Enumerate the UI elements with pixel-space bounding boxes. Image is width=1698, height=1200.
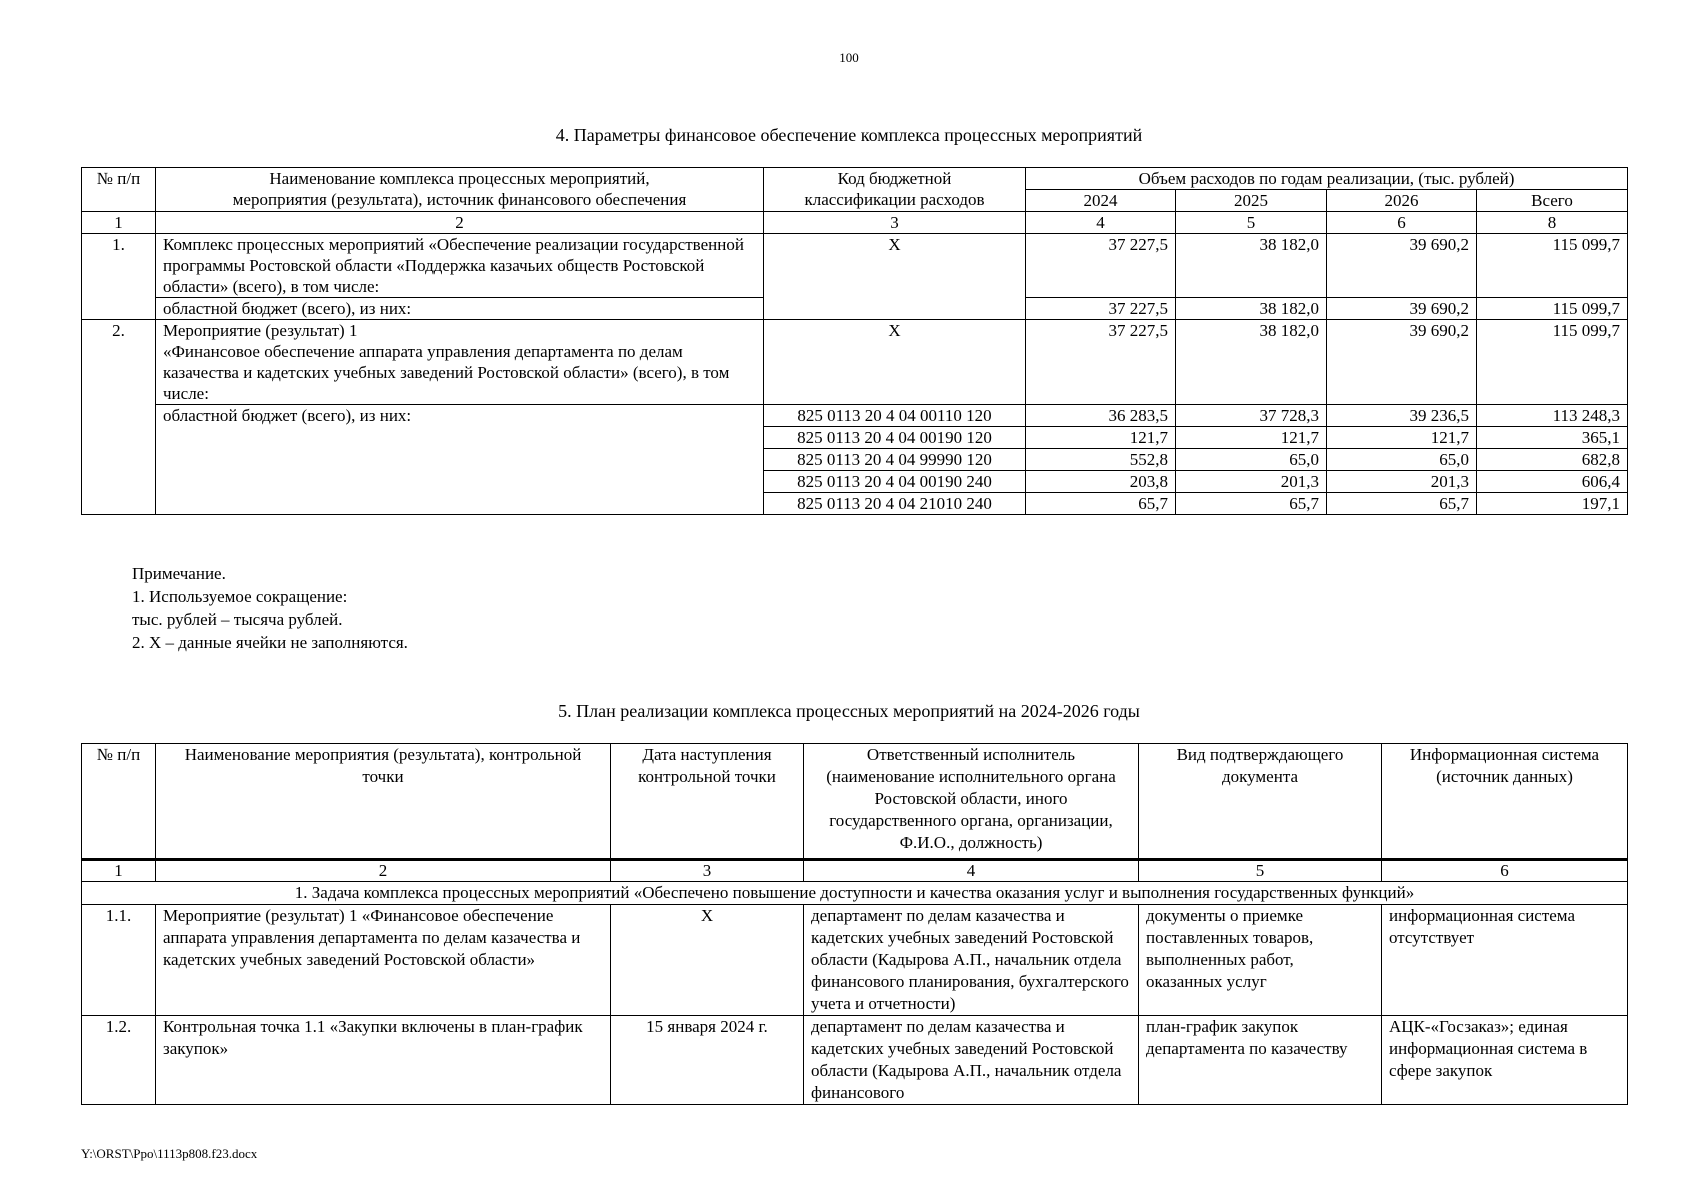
- table-row: [82, 405, 1628, 427]
- row-num: 1.2.: [82, 1016, 156, 1105]
- header-2025: 2025: [1176, 190, 1327, 212]
- footer-file-path: Y:\ORST\Ppo\1113p808.f23.docx: [81, 1146, 258, 1161]
- colnum: 2: [156, 860, 611, 882]
- notes-title: Примечание.: [132, 564, 226, 583]
- notes-line: 2. Х – данные ячейки не заполняются.: [132, 633, 408, 652]
- value-total: 606,4: [1477, 471, 1628, 493]
- value-total: 682,8: [1477, 449, 1628, 471]
- value-total: 113 248,3: [1477, 405, 1628, 427]
- row-responsible: департамент по делам казачества и кадетских учебных заведений Ростовской области (Кадырова А.П., начальник отдела финансового планирования, бухгалтерского учета и отчетности): [804, 905, 1139, 1016]
- finance-colnum-row: [82, 212, 1628, 234]
- value-2026: 39 690,2: [1327, 298, 1477, 320]
- value-2026: 39 690,2: [1327, 234, 1477, 298]
- row-document: план-график закупок департамента по казачеству: [1139, 1016, 1382, 1105]
- header-volume: Объем расходов по годам реализации, (тыс. рублей): [1026, 168, 1628, 190]
- budget-code: 825 0113 20 4 04 21010 240: [764, 493, 1026, 515]
- row-name-line1: Мероприятие (результат) 1: [163, 321, 358, 340]
- budget-code: 825 0113 20 4 04 00110 120: [764, 405, 1026, 427]
- table-row: [82, 905, 1628, 1016]
- budget-code: 825 0113 20 4 04 99990 120: [764, 449, 1026, 471]
- table-row: [82, 1016, 1628, 1105]
- page-number: 100: [839, 50, 859, 65]
- row-sub-name: областной бюджет (всего), из них:: [156, 298, 764, 320]
- value-2024: 552,8: [1026, 449, 1176, 471]
- value-2024: 36 283,5: [1026, 405, 1176, 427]
- header-code-line2: классификации расходов: [804, 190, 985, 209]
- plan-colnum-row: [82, 860, 1628, 882]
- header-document: Вид подтверждающего документа: [1139, 744, 1382, 860]
- value-total: 115 099,7: [1477, 320, 1628, 405]
- header-name-line2: мероприятия (результата), источник финансового обеспечения: [232, 190, 687, 209]
- row-code: Х: [764, 234, 1026, 320]
- task-row: [82, 882, 1628, 905]
- finance-header-row: [82, 168, 1628, 190]
- colnum: 1: [82, 212, 156, 234]
- value-2025: 38 182,0: [1176, 320, 1327, 405]
- value-2026: 65,7: [1327, 493, 1477, 515]
- value-2024: 121,7: [1026, 427, 1176, 449]
- notes-line: 1. Используемое сокращение:: [132, 587, 348, 606]
- row-name: Комплекс процессных мероприятий «Обеспечение реализации государственной программы Ростовской области «Поддержка казачьих обществ Ростовской области» (всего), в том числе:: [156, 234, 764, 298]
- value-2026: 65,0: [1327, 449, 1477, 471]
- value-2024: 37 227,5: [1026, 320, 1176, 405]
- budget-code: 825 0113 20 4 04 00190 240: [764, 471, 1026, 493]
- row-num: 2.: [82, 320, 156, 515]
- value-total: 365,1: [1477, 427, 1628, 449]
- plan-header-row: [82, 744, 1628, 860]
- row-info-system: АЦК-«Госзаказ»; единая информационная система в сфере закупок: [1382, 1016, 1628, 1105]
- value-2024: 37 227,5: [1026, 298, 1176, 320]
- value-2026: 39 236,5: [1327, 405, 1477, 427]
- colnum: 4: [1026, 212, 1176, 234]
- budget-code: 825 0113 20 4 04 00190 120: [764, 427, 1026, 449]
- header-name: [156, 168, 764, 212]
- row-document: документы о приемке поставленных товаров, выполненных работ, оказанных услуг: [1139, 905, 1382, 1016]
- colnum: 3: [764, 212, 1026, 234]
- notes: [132, 562, 408, 654]
- header-info-system: Информационная система (источник данных): [1382, 744, 1628, 860]
- header-name-line1: Наименование комплекса процессных мероприятий,: [269, 169, 650, 188]
- section4-title: 4. Параметры финансовое обеспечение комплекса процессных мероприятий: [555, 125, 1143, 145]
- colnum: 5: [1176, 212, 1327, 234]
- row-code: Х: [764, 320, 1026, 405]
- value-2024: 203,8: [1026, 471, 1176, 493]
- value-total: 115 099,7: [1477, 298, 1628, 320]
- section5-title: 5. План реализации комплекса процессных мероприятий на 2024-2026 годы: [558, 701, 1140, 721]
- value-2025: 65,7: [1176, 493, 1327, 515]
- colnum: 8: [1477, 212, 1628, 234]
- header-num: № п/п: [82, 744, 156, 860]
- header-name: Наименование мероприятия (результата), контрольной точки: [156, 744, 611, 860]
- header-code-line1: Код бюджетной: [837, 169, 952, 188]
- value-2026: 201,3: [1327, 471, 1477, 493]
- colnum: 4: [804, 860, 1139, 882]
- colnum: 5: [1139, 860, 1382, 882]
- table-row: [82, 234, 1628, 298]
- header-responsible: Ответственный исполнитель (наименование исполнительного органа Ростовской области, иного государственного органа, организации, Ф.И.О., должность): [804, 744, 1139, 860]
- header-2024: 2024: [1026, 190, 1176, 212]
- value-2025: 38 182,0: [1176, 234, 1327, 298]
- value-2025: 38 182,0: [1176, 298, 1327, 320]
- value-2024: 37 227,5: [1026, 234, 1176, 298]
- table-row: [82, 320, 1628, 405]
- finance-table: [81, 167, 1628, 515]
- row-responsible: департамент по делам казачества и кадетских учебных заведений Ростовской области (Кадырова А.П., начальник отдела финансового: [804, 1016, 1139, 1105]
- row-num: 1.1.: [82, 905, 156, 1016]
- value-2025: 65,0: [1176, 449, 1327, 471]
- header-num: № п/п: [82, 168, 156, 212]
- colnum: 2: [156, 212, 764, 234]
- row-name: Контрольная точка 1.1 «Закупки включены в план-график закупок»: [156, 1016, 611, 1105]
- row-sub-name: областной бюджет (всего), из них:: [156, 405, 764, 515]
- value-2025: 201,3: [1176, 471, 1327, 493]
- value-2025: 37 728,3: [1176, 405, 1327, 427]
- header-code: [764, 168, 1026, 212]
- value-2026: 39 690,2: [1327, 320, 1477, 405]
- value-total: 115 099,7: [1477, 234, 1628, 298]
- row-name: Мероприятие (результат) 1 «Финансовое обеспечение аппарата управления департамента по делам казачества и кадетских учебных заведений Ростовской области»: [156, 905, 611, 1016]
- row-name: [156, 320, 764, 405]
- colnum: 6: [1327, 212, 1477, 234]
- plan-table: [81, 743, 1628, 1105]
- row-info-system: информационная система отсутствует: [1382, 905, 1628, 1016]
- value-2024: 65,7: [1026, 493, 1176, 515]
- notes-line: тыс. рублей – тысяча рублей.: [132, 610, 343, 629]
- row-name-rest: «Финансовое обеспечение аппарата управления департамента по делам казачества и кадетских учебных заведений Ростовской области» (всего), в том числе:: [163, 342, 730, 403]
- row-date: 15 января 2024 г.: [611, 1016, 804, 1105]
- row-num: 1.: [82, 234, 156, 320]
- colnum: 1: [82, 860, 156, 882]
- task-text: 1. Задача комплекса процессных мероприятий «Обеспечено повышение доступности и качества оказания услуг и выполнения государственных функций»: [82, 882, 1628, 905]
- colnum: 6: [1382, 860, 1628, 882]
- header-date: Дата наступления контрольной точки: [611, 744, 804, 860]
- header-2026: 2026: [1327, 190, 1477, 212]
- header-total: Всего: [1477, 190, 1628, 212]
- colnum: 3: [611, 860, 804, 882]
- value-2026: 121,7: [1327, 427, 1477, 449]
- row-date: Х: [611, 905, 804, 1016]
- value-total: 197,1: [1477, 493, 1628, 515]
- value-2025: 121,7: [1176, 427, 1327, 449]
